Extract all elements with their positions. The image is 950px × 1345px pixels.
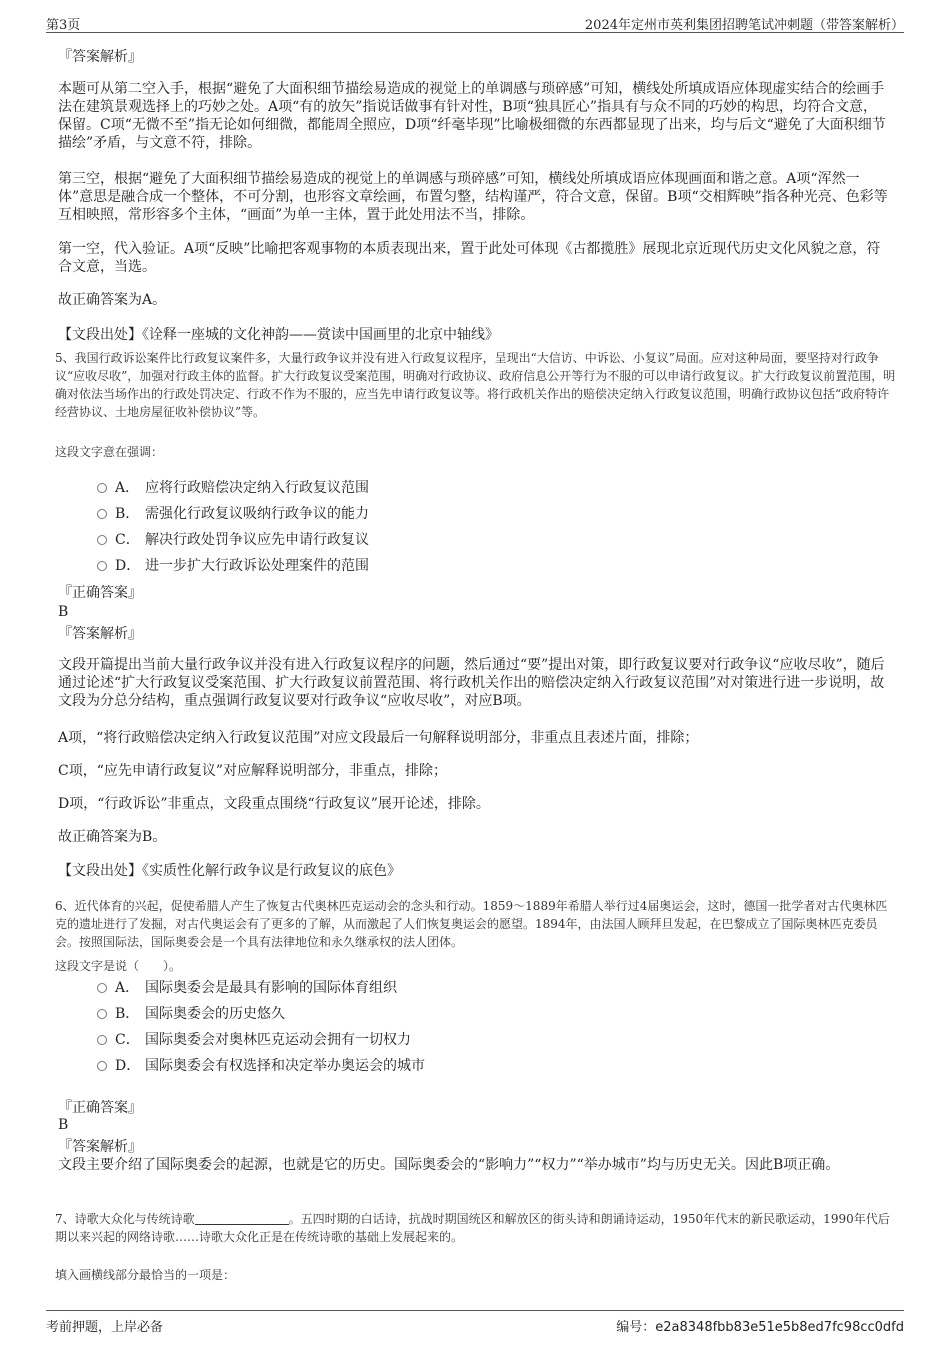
q6-option-d[interactable] xyxy=(97,1057,425,1075)
option-text: 国际奥委会对奥林匹克运动会拥有一切权力 xyxy=(145,1032,411,1048)
q6-option-c[interactable] xyxy=(97,1031,411,1049)
q6-answer: B xyxy=(58,1117,69,1133)
q5-stem: 5、我国行政诉讼案件比行政复议案件多，大量行政争议并没有进入行政复议程序，呈现出“大信访、中诉讼、小复议”局面。应对这种局面，要坚持对行政争议“应收尽收”，加强对行政主体的监督。扩大行政复议受案范围，明确对行政协议、政府信息公开等行为不服的可以申请行政复议。扩大行政复议前置范围，明确对依法当场作出的行政处罚决定、行政不作为不服的，应当先申请行政复议等。将行政机关作出的赔偿决定纳入行政复议范围，明确行政协议包括“政府特许经营协议、土地房屋征收补偿协议”等。 xyxy=(55,351,896,419)
q5-analysis-para-1: 文段开篇提出当前大量行政争议并没有进入行政复议程序的问题，然后通过“要”提出对策，即行政复议要对行政争议“应收尽收”，随后通过论述“扩大行政复议受案范围、扩大行政复议前置范围、将行政机关作出的赔偿决定纳入行政复议范围”对对策进行进一步说明，故文段为分总分结构，重点强调行政复议要对行政争议“应收尽收”，对应B项。 xyxy=(58,657,885,709)
q4-source: 【文段出处】《诠释一座城的文化神韵——赏读中国画里的北京中轴线》 xyxy=(58,327,499,343)
option-text: 需强化行政复议吸纳行政争议的能力 xyxy=(145,506,369,522)
q7-prompt: 填入画横线部分最恰当的一项是： xyxy=(55,1268,236,1282)
q4-analysis-para-2: 第三空，根据“避免了大面积细节描绘易造成的视觉上的单调感与琐碎感”可知，横线处所填成语应体现画面和谐之意。A项“浑然一体”意思是融合成一个整体，不可分割，也形容文章绘画，布置匀整，结构谨严，符合文意，保留。B项“交相辉映”指各种光亮、色彩等互相映照，常形容多个主体，“画面”为单一主体，置于此处用法不当，排除。 xyxy=(58,171,888,223)
option-text: 进一步扩大行政诉讼处理案件的范围 xyxy=(145,558,369,574)
page-header xyxy=(46,10,904,33)
radio-icon[interactable] xyxy=(97,983,107,993)
option-key: A． xyxy=(115,480,140,496)
q5-option-a[interactable] xyxy=(97,479,369,497)
radio-icon[interactable] xyxy=(97,1009,107,1019)
option-text: 国际奥委会有权选择和决定举办奥运会的城市 xyxy=(145,1058,425,1074)
q5-source: 【文段出处】《实质性化解行政争议是行政复议的底色》 xyxy=(58,863,401,879)
radio-icon[interactable] xyxy=(97,535,107,545)
footer-code-label: 编号： xyxy=(616,1320,656,1335)
q4-analysis-para-1: 本题可从第二空入手，根据“避免了大面积细节描绘易造成的视觉上的单调感与琐碎感”可知，横线处所填成语应体现虚实结合的绘画手法在建筑景观选择上的巧妙之处。A项“有的放矢”指说话做事有针对性，B项“独具匠心”指具有与众不同的巧妙的构思，均符合文意，保留。C项“无微不至”指无论如何细微，都能周全照应，D项“纤毫毕现”比喻极细微的东西都显现了出来，均与后文“避免了大面积细节描绘”矛盾，与文意不符，排除。 xyxy=(58,81,886,151)
q6-prompt: 这段文字是说（ ）。 xyxy=(55,959,182,973)
option-text: 解决行政处罚争议应先申请行政复议 xyxy=(145,532,369,548)
footer-code xyxy=(616,1316,904,1335)
q4-conclusion: 故正确答案为A。 xyxy=(58,292,167,308)
option-key: C． xyxy=(115,1032,140,1048)
option-key: A． xyxy=(115,980,140,996)
radio-icon[interactable] xyxy=(97,1061,107,1071)
option-key: D． xyxy=(115,1058,141,1074)
q5-conclusion: 故正确答案为B。 xyxy=(58,829,167,845)
q5-analysis-para-4: D项，“行政诉讼”非重点，文段重点围绕“行政复议”展开论述，排除。 xyxy=(58,796,490,812)
option-text: 国际奥委会是最具有影响的国际体育组织 xyxy=(145,980,397,996)
q5-prompt: 这段文字意在强调： xyxy=(55,445,164,459)
q5-answer-label: 『正确答案』 xyxy=(58,585,142,601)
option-key: B． xyxy=(115,1006,140,1022)
q7-stem-after: 。五四时期的白话诗，抗战时期国统区和解放区的街头诗和朗诵诗运动，1950年代末的新民歌运动，1990年代后期以来兴起的网络诗歌……诗歌大众化正是在传统诗歌的基础上发展起来的。 xyxy=(55,1212,890,1244)
q6-option-b[interactable] xyxy=(97,1005,285,1023)
q6-analysis: 文段主要介绍了国际奥委会的起源，也就是它的历史。国际奥委会的“影响力”“权力”“举办城市”均与历史无关。因此B项正确。 xyxy=(58,1157,840,1173)
document-title: 2024年定州市英利集团招聘笔试冲刺题（带答案解析） xyxy=(584,18,904,33)
q6-option-a[interactable] xyxy=(97,979,397,997)
radio-icon[interactable] xyxy=(97,483,107,493)
q5-option-c[interactable] xyxy=(97,531,369,549)
q4-analysis-label: 『答案解析』 xyxy=(58,49,142,65)
option-key: C． xyxy=(115,532,140,548)
q5-option-b[interactable] xyxy=(97,505,369,523)
q7-stem xyxy=(55,1210,897,1246)
q4-analysis-para-3: 第一空，代入验证。A项“反映”比喻把客观事物的本质表现出来，置于此处可体现《古都揽胜》展现北京近现代历史文化风貌之意，符合文意，当选。 xyxy=(58,241,881,275)
q6-analysis-label: 『答案解析』 xyxy=(58,1139,142,1155)
q7-stem-before: 7、诗歌大众化与传统诗歌 xyxy=(55,1212,195,1226)
footer-note: 考前押题，上岸必备 xyxy=(46,1320,164,1335)
option-text: 国际奥委会的历史悠久 xyxy=(145,1006,285,1022)
radio-icon[interactable] xyxy=(97,509,107,519)
page-number: 第3页 xyxy=(46,18,81,33)
q6-answer-label: 『正确答案』 xyxy=(58,1100,142,1116)
radio-icon[interactable] xyxy=(97,561,107,571)
q5-analysis-para-2: A项，“将行政赔偿决定纳入行政复议范围”对应文段最后一句解释说明部分，非重点且表述片面，排除； xyxy=(58,730,699,746)
q7-blank xyxy=(195,1212,289,1225)
page-footer xyxy=(46,1310,904,1335)
q5-option-d[interactable] xyxy=(97,557,369,575)
option-key: D． xyxy=(115,558,141,574)
q5-answer: B xyxy=(58,604,69,620)
option-text: 应将行政赔偿决定纳入行政复议范围 xyxy=(145,480,369,496)
footer-code-value: e2a8348fbb83e51e5b8ed7fc98cc0dfd xyxy=(655,1320,904,1335)
option-key: B． xyxy=(115,506,140,522)
q5-analysis-label: 『答案解析』 xyxy=(58,626,142,642)
q5-analysis-para-3: C项，“应先申请行政复议”对应解释说明部分，非重点，排除； xyxy=(58,763,448,779)
q6-stem: 6、近代体育的兴起，促使希腊人产生了恢复古代奥林匹克运动会的念头和行动。1859～1889年希腊人举行过4届奥运会，这时，德国一批学者对古代奥林匹克的遗址进行了发掘，对古代奥运会有了更多的了解，从而激起了人们恢复奥运会的愿望。1894年，由法国人顾拜旦发起，在巴黎成立了国际奥林匹克委员会。按照国际法，国际奥委会是一个具有法律地位和永久继承权的法人团体。 xyxy=(55,899,888,949)
radio-icon[interactable] xyxy=(97,1035,107,1045)
